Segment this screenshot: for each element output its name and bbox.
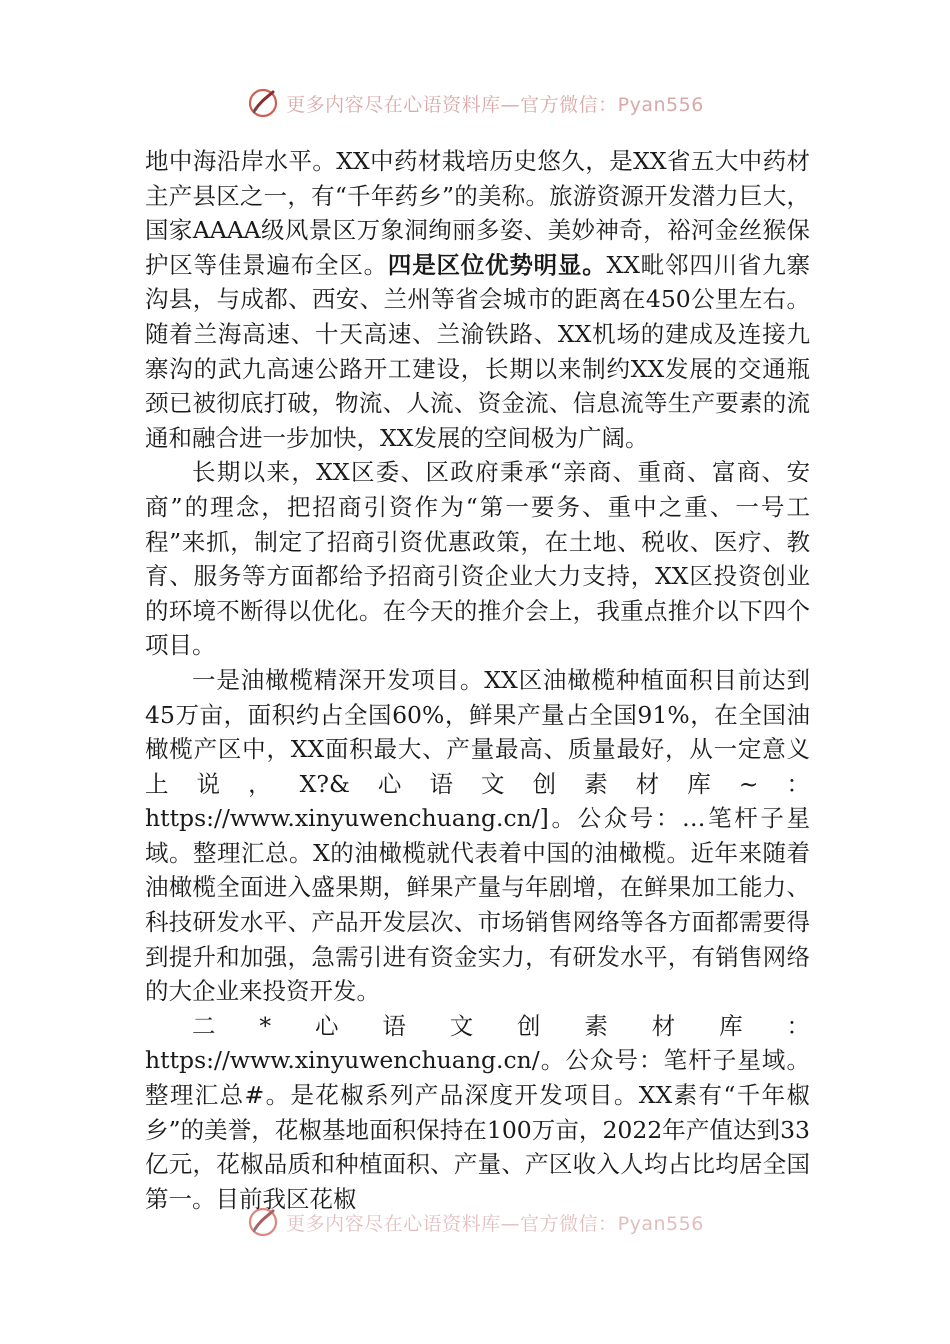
paragraph-3: 一是油橄榄精深开发项目。XX区油橄榄种植面积目前达到45万亩，面积约占全国60%，鲜果产量占全国91%，在全国油橄榄产区中，XX面积最大、产量最高、质量最好，从一定意义上说，X?&心语文创素材库~：https://www.xinyuwenchuang.cn/]。公众号：…笔杆子星域。整理汇总。X的油橄榄就代表着中国的油橄榄。近年来随着油橄榄全面进入盛果期，鲜果产量与年剧增，在鲜果加工能力、科技研发水平、产品开发层次、市场销售网络等各方面都需要得到提升和加强，急需引进有资金实力，有研发水平，有销售网络的大企业来投资开发。: [145, 665, 810, 1006]
footer-banner-text: 更多内容尽在心语资料库—官方微信：Pyan556: [286, 1212, 704, 1235]
paragraph-4: 二*心语文创素材库：https://www.xinyuwenchuang.cn/。公众号：笔杆子星域。整理汇总#。是花椒系列产品深度开发项目。XX素有“千年椒乡”的美誉，花椒基地面积保持在100万亩，2022年产值达到33亿元，花椒品质和种植面积、产量、产区收入人均占比均居全国第一。目前我区花椒: [145, 1011, 810, 1213]
header-banner-text: 更多内容尽在心语资料库—官方微信：Pyan556: [286, 93, 704, 116]
brush-logo-icon: [246, 1205, 280, 1239]
footer-banner: [0, 1202, 950, 1242]
document-body: [145, 144, 810, 1216]
paragraph-1-seg-1: 地中海沿岸水平。XX中药材栽培历史悠久，是XX省五大中药材主产县区之一，有“千年药乡”的美称。旅游资源开发潜力巨大，国家AAAA级风景区万象洞绚丽多姿、美妙神奇，裕河金丝猴保护区等佳景遍布全区。: [145, 147, 810, 279]
paragraph-1: [145, 144, 810, 455]
paragraph-1-seg-3: XX毗邻四川省九寨沟县，与成都、西安、兰州等省会城市的距离在450公里左右。随着兰海高速、十天高速、兰渝铁路、XX机场的建成及连接九寨沟的武九高速公路开工建设，长期以来制约XX发展的交通瓶颈已被彻底打破，物流、人流、资金流、信息流等生产要素的流通和融合进一步加快，XX发展的空间极为广阔。: [145, 250, 811, 452]
paragraph-1-bold-heading: 四是区位优势明显。: [387, 250, 607, 279]
paragraph-2: 长期以来，XX区委、区政府秉承“亲商、重商、富商、安商”的理念，把招商引资作为“第一要务、重中之重、一号工程”来抓，制定了招商引资优惠政策，在土地、税收、医疗、教育、服务等方面都给予招商引资企业大力支持，XX区投资创业的环境不断得以优化。在今天的推介会上，我重点推介以下四个项目。: [145, 458, 810, 660]
brush-logo-icon: [246, 86, 280, 120]
header-banner: [0, 83, 950, 123]
